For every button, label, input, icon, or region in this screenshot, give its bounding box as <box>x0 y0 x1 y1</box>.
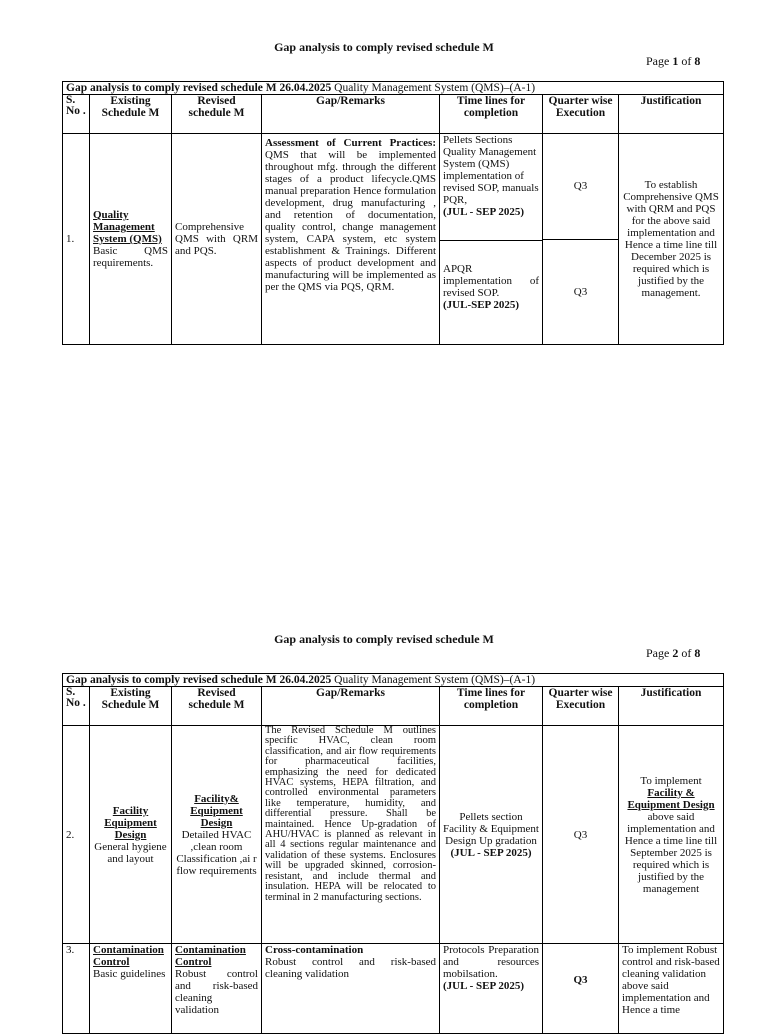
cell-revised <box>172 944 262 1034</box>
timeline-text: Pellets section Facility & Equipment Design Up gradation <box>443 810 539 847</box>
cell-sno: 2. <box>63 726 90 944</box>
page-current: 2 <box>672 646 679 660</box>
cell-justification: To establish Comprehensive QMS with QRM and PQS for the above said implementation and Hence a time line till December 2025 is required which is justified by the management. <box>619 134 724 345</box>
justification-text: above said implementation and Hence a time line till September 2025 is required which is justified by the management <box>624 810 718 895</box>
cell-quarter <box>543 134 619 345</box>
gap-title: Assessment of Current Practices: <box>265 137 436 149</box>
table-row <box>63 726 724 944</box>
timeline-1-text: Pellets Sections Quality Management System (QMS) implementation of revised SOP, manuals PQR, <box>443 134 539 206</box>
timeline-date: (JUL - SEP 2025) <box>450 846 532 859</box>
header-existing: Existing Schedule M <box>90 687 172 726</box>
page-number <box>646 646 700 661</box>
cell-gap <box>262 134 440 345</box>
timeline-2-date: (JUL-SEP 2025) <box>443 299 520 311</box>
gap-text: QMS that will be implemented throughout mfg. through the different stages of a product lifecycle.QMS manual preparation Hence formulation development, drug manufacturing , and retention of documentation, quality control, change management system, CAPA system, etc system establishment & Trainings. Different aspects of product development and manufacturing will be implemented as per the QMS via PQS, QRM. <box>265 149 436 293</box>
gap-text: Robust control and risk-based cleaning validation <box>265 956 436 980</box>
page-current: 1 <box>672 54 679 68</box>
existing-text: Basic QMS requirements. <box>93 245 168 269</box>
cell-timeline <box>440 134 543 345</box>
cell-justification: To implement Robust control and risk-based cleaning validation above said implementation and Hence a time <box>619 944 724 1034</box>
justification-pre: To implement <box>640 774 702 787</box>
table-caption: Gap analysis to comply revised schedule M 26.04.2025 Quality Management System (QMS)–(A-1) <box>63 674 724 687</box>
page-of: of <box>681 54 692 68</box>
header-timeline: Time lines for completion <box>440 687 543 726</box>
header-quarter: Quarter wise Execution <box>543 687 619 726</box>
cell-gap: The Revised Schedule M outlines specific HVAC, clean room classification, and air flow requirements for pharmaceutical facilities, emphasizing the need for dedicated HVAC systems, HEPA filtration, and controlled environmental parameters like temperature, humidity, and differential pressure. Shall be maintained. Hence Up-gradation of AHU/HVAC is planned as relevant in all 4 sections regular maintenance and validation of these systems. Enclosures will be upgraded skinned, corrosion-resistant, and include thermal and insulation. HEPA will be relocated to terminal in 2 manufacturing sections. <box>262 726 440 944</box>
existing-text: Basic guidelines <box>93 968 166 980</box>
cell-justification <box>619 726 724 944</box>
gap-analysis-table <box>62 81 724 345</box>
header-timeline: Time lines for completion <box>440 95 543 134</box>
cell-existing <box>90 944 172 1034</box>
table-row <box>63 944 724 1034</box>
document-title: Gap analysis to comply revised schedule M <box>274 40 494 54</box>
cell-existing <box>90 134 172 345</box>
timeline-text: Protocols Preparation and resources mobilsation. <box>443 944 539 980</box>
header-gap: Gap/Remarks <box>262 687 440 726</box>
timeline-block-1 <box>440 134 542 241</box>
gap-analysis-table <box>62 673 724 1034</box>
cell-sno: 3. <box>63 944 90 1034</box>
quarter-2: Q3 <box>573 286 588 298</box>
existing-title: Contamination Control <box>93 944 164 968</box>
cell-timeline <box>440 944 543 1034</box>
header-revised: Revised schedule M <box>172 687 262 726</box>
page-of: of <box>681 646 692 660</box>
timeline-2-text: APQR implementation of revised SOP. <box>443 263 539 299</box>
timeline-block-2 <box>440 241 542 311</box>
justification-title: Facility & Equipment Design <box>627 786 715 811</box>
existing-title: Facility Equipment Design <box>104 804 157 841</box>
cell-gap <box>262 944 440 1034</box>
revised-title: Facility& Equipment Design <box>190 792 243 829</box>
existing-text: General hygiene and layout <box>94 840 167 865</box>
page-label: Page <box>646 54 670 68</box>
cell-revised <box>172 726 262 944</box>
table-caption-row <box>63 674 724 687</box>
revised-title: Contamination Control <box>175 944 246 968</box>
table-caption-row <box>63 82 724 95</box>
cell-revised: Comprehensive QMS with QRM and PQS. <box>172 134 262 345</box>
table-header-row <box>63 95 724 134</box>
header-gap: Gap/Remarks <box>262 95 440 134</box>
page-total: 8 <box>694 646 701 660</box>
cell-quarter: Q3 <box>543 944 619 1034</box>
revised-text: Detailed HVAC ,clean room Classification ,ai r flow requirements <box>176 828 257 877</box>
cell-sno: 1. <box>63 134 90 345</box>
table-header-row <box>63 687 724 726</box>
gap-title: Cross-contamination <box>265 944 364 956</box>
cell-existing <box>90 726 172 944</box>
header-quarter: Quarter wise Execution <box>543 95 619 134</box>
header-revised: Revised schedule M <box>172 95 262 134</box>
table-caption: Gap analysis to comply revised schedule M 26.04.2025 Quality Management System (QMS)–(A-1) <box>63 82 724 95</box>
page-number <box>646 54 700 69</box>
header-justification: Justification <box>619 687 724 726</box>
revised-text: Robust control and risk-based cleaning validation <box>175 968 258 1016</box>
header-sno: S. No . <box>63 95 90 134</box>
header-existing: Existing Schedule M <box>90 95 172 134</box>
cell-quarter: Q3 <box>543 726 619 944</box>
quarter-1: Q3 <box>543 134 618 240</box>
timeline-1-date: (JUL - SEP 2025) <box>443 206 524 218</box>
cell-timeline <box>440 726 543 944</box>
table-row <box>63 134 724 345</box>
timeline-date: (JUL - SEP 2025) <box>443 980 524 992</box>
page-total: 8 <box>694 54 701 68</box>
document-title: Gap analysis to comply revised schedule M <box>274 632 494 646</box>
existing-title: Quality Management System (QMS) <box>93 209 162 245</box>
page-label: Page <box>646 646 670 660</box>
header-sno: S. No . <box>63 687 90 726</box>
header-justification: Justification <box>619 95 724 134</box>
